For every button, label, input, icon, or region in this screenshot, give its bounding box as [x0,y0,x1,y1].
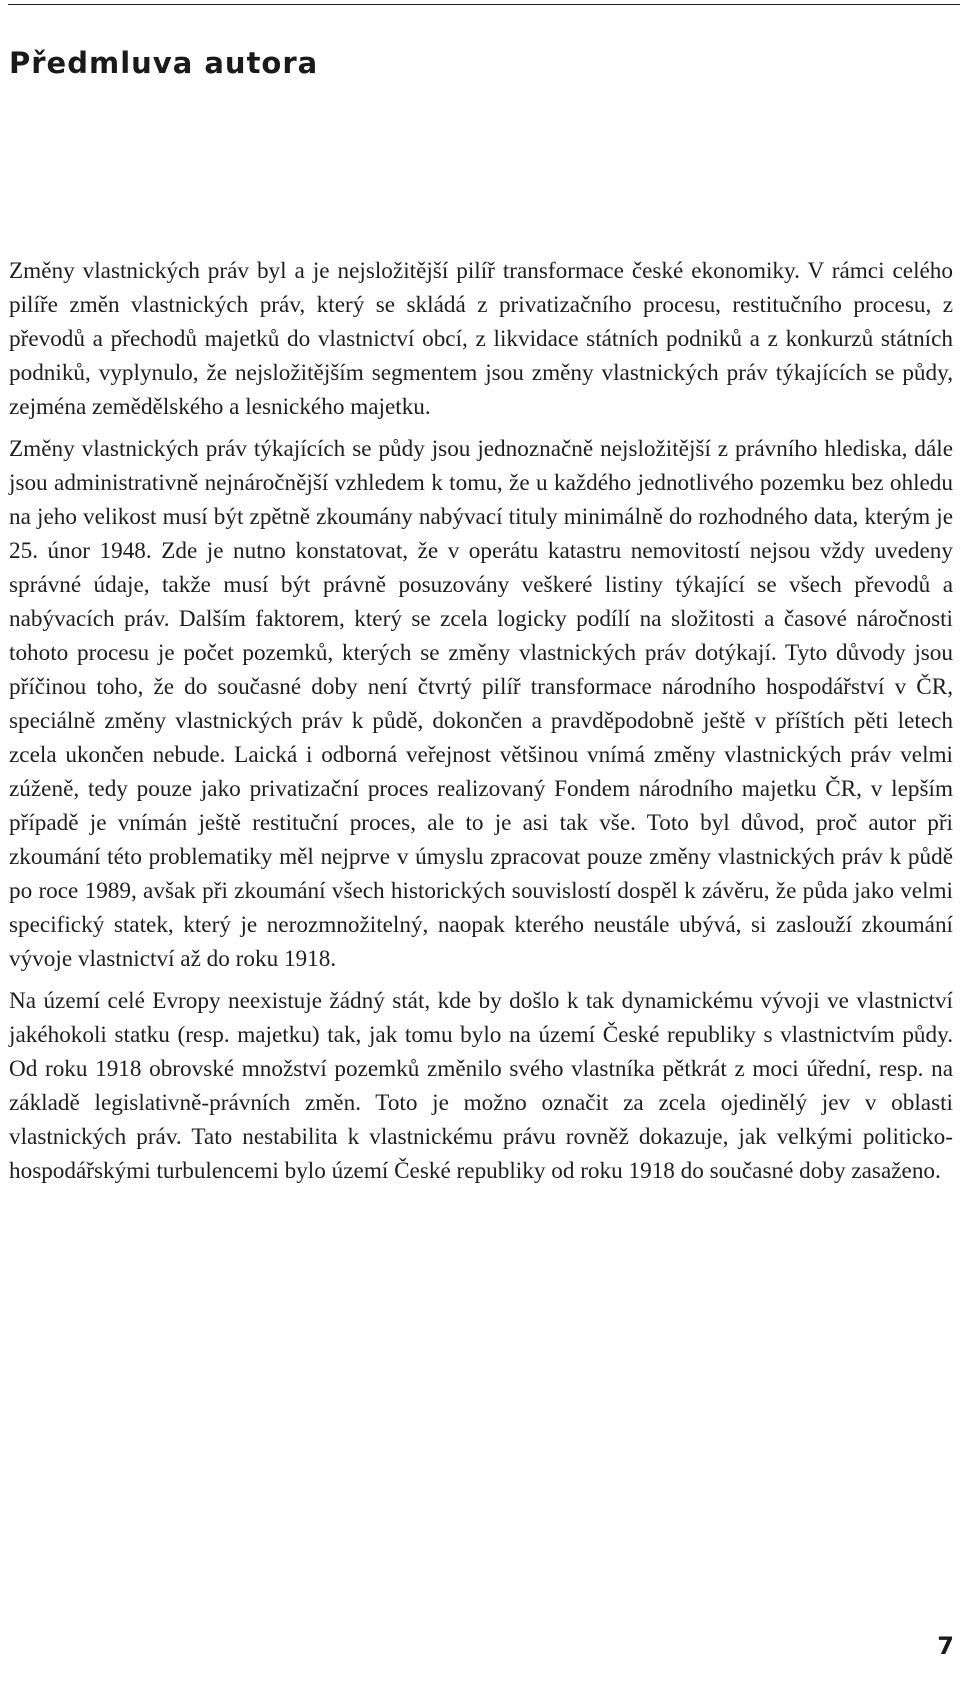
top-rule [8,4,960,5]
body-text [9,254,953,1188]
paragraph-3: Na území celé Evropy neexistuje žádný stát, kde by došlo k tak dynamickému vývoji ve vlastnictví jakéhokoli statku (resp. majetku) tak, jak tomu bylo na území České republiky s vlastnictvím půdy. Od roku 1918 obrovské množství pozemků změnilo svého vlastníka pětkrát z moci úřední, resp. na základě legislativně-právních změn. Toto je možno označit za zcela ojedinělý jev v oblasti vlastnických práv. Tato nestabilita k vlastnickému právu rovněž dokazuje, jak velkými politicko-hospodářskými turbulencemi bylo území České republiky od roku 1918 do současné doby zasaženo. [9,988,953,1184]
page-number: 7 [937,1632,954,1660]
paragraph-1: Změny vlastnických práv byl a je nejsložitější pilíř transformace české ekonomiky. V rámci celého pilíře změn vlastnických práv, který se skládá z privatizačního procesu, restitučního procesu, z převodů a přechodů majetků do vlastnictví obcí, z likvidace státních podniků a z konkurzů státních podniků, vyplynulo, že nejsložitějším segmentem jsou změny vlastnických práv týkajících se půdy, zejména zemědělského a lesnického majetku. [9,258,953,420]
paragraph-2: Změny vlastnických práv týkajících se půdy jsou jednoznačně nejsložitější z právního hlediska, dále jsou administrativně nejnáročnější vzhledem k tomu, že u každého jednotlivého pozemku bez ohledu na jeho velikost musí být zpětně zkoumány nabývací tituly minimálně do rozhodného data, kterým je 25. únor 1948. Zde je nutno konstatovat, že v operátu katastru nemovitostí nejsou vždy uvedeny správné údaje, takže musí být právně posuzovány veškeré listiny týkající se všech převodů a nabývacích práv. Dalším faktorem, který se zcela logicky podílí na složitosti a časové náročnosti tohoto procesu je počet pozemků, kterých se změny vlastnických práv dotýkají. Tyto důvody jsou příčinou toho, že do současné doby není čtvrtý pilíř transformace národního hospodářství v ČR, speciálně změny vlastnických práv k půdě, dokončen a pravděpodobně ještě v příštích pěti letech zcela ukončen nebude. Laická i odborná veřejnost většinou vnímá změny vlastnických práv velmi zúženě, tedy pouze jako privatizační proces realizovaný Fondem národního majetku ČR, v lepším případě je vnímán ještě restituční proces, ale to je asi tak vše. Toto byl důvod, proč autor při zkoumání této problematiky měl nejprve v úmyslu zpracovat pouze změny vlastnických práv k půdě po roce 1989, avšak při zkoumání všech historických souvislostí dospěl k závěru, že půda jako velmi specifický statek, který je nerozmnožitelný, naopak kterého neustále ubývá, si zaslouží zkoumání vývoje vlastnictví až do roku 1918. [9,436,953,972]
page-heading: Předmluva autora [9,46,319,80]
